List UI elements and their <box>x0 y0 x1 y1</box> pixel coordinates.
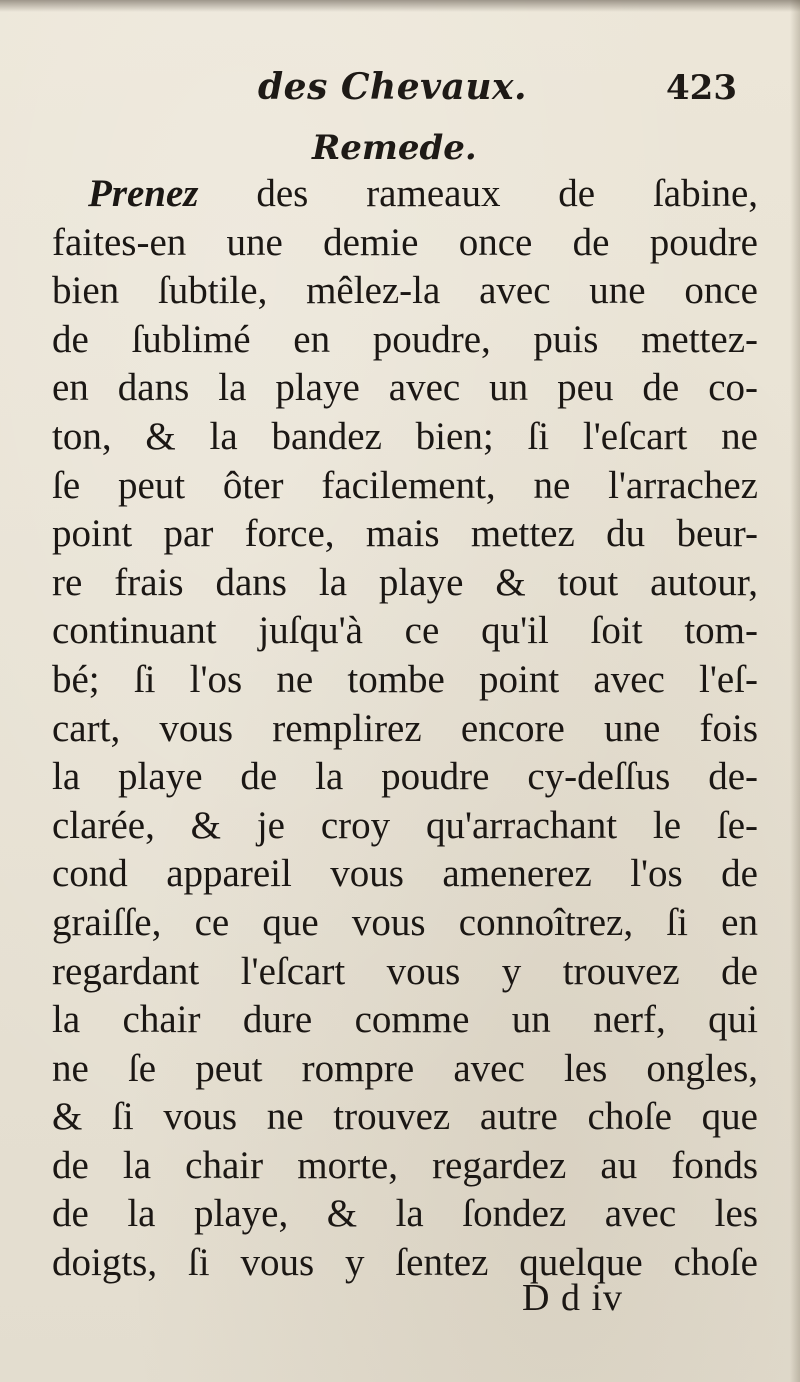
text-line: bé; ſi l'os ne tombe point avec l'eſ- <box>52 657 758 701</box>
text-line: cart, vous remplirez encore une fois <box>52 706 758 750</box>
text-line: continuant juſqu'à ce qu'il ſoit tom- <box>52 609 758 653</box>
body-text <box>52 170 758 1288</box>
text-line <box>52 170 758 219</box>
text-line: regardant l'eſcart vous y trouvez de <box>52 949 758 993</box>
text-line: re frais dans la playe & tout autour, <box>52 560 758 604</box>
text-line-content: des rameaux de ſabine, <box>198 172 758 215</box>
signature-mark: D d iv <box>522 1277 623 1319</box>
text-line: & ſi vous ne trouvez autre choſe que <box>52 1095 758 1139</box>
text-line: bien ſubtile, mêlez-la avec une once <box>52 269 758 313</box>
text-line: ne ſe peut rompre avec les ongles, <box>52 1046 758 1090</box>
text-line: ſe peut ôter facilement, ne l'arrachez <box>52 463 758 507</box>
running-title: des Chevaux. <box>258 66 528 108</box>
page-number: 423 <box>666 68 737 108</box>
page-right-edge <box>790 0 800 1382</box>
first-word: Prenez <box>88 172 199 215</box>
text-line: point par force, mais mettez du beur- <box>52 512 758 556</box>
text-line: ton, & la bandez bien; ſi l'eſcart ne <box>52 414 758 458</box>
section-heading: Remede. <box>312 128 477 168</box>
page-top-shadow <box>0 0 800 12</box>
text-line: clarée, & je croy qu'arrachant le ſe- <box>52 803 758 847</box>
text-line: la playe de la poudre cy-deſſus de- <box>52 755 758 799</box>
text-line: de ſublimé en poudre, puis mettez- <box>52 317 758 361</box>
text-line: faites-en une demie once de poudre <box>52 220 758 264</box>
text-line: de la chair morte, regardez au fonds <box>52 1143 758 1187</box>
running-head <box>258 66 758 126</box>
text-line: la chair dure comme un nerf, qui <box>52 998 758 1042</box>
text-line: graiſſe, ce que vous connoîtrez, ſi en <box>52 900 758 944</box>
text-line: en dans la playe avec un peu de co- <box>52 366 758 410</box>
text-line: de la playe, & la ſondez avec les <box>52 1192 758 1236</box>
text-line: cond appareil vous amenerez l'os de <box>52 852 758 896</box>
text-line: doigts, ſi vous y ſentez quelque choſe <box>52 1241 758 1285</box>
